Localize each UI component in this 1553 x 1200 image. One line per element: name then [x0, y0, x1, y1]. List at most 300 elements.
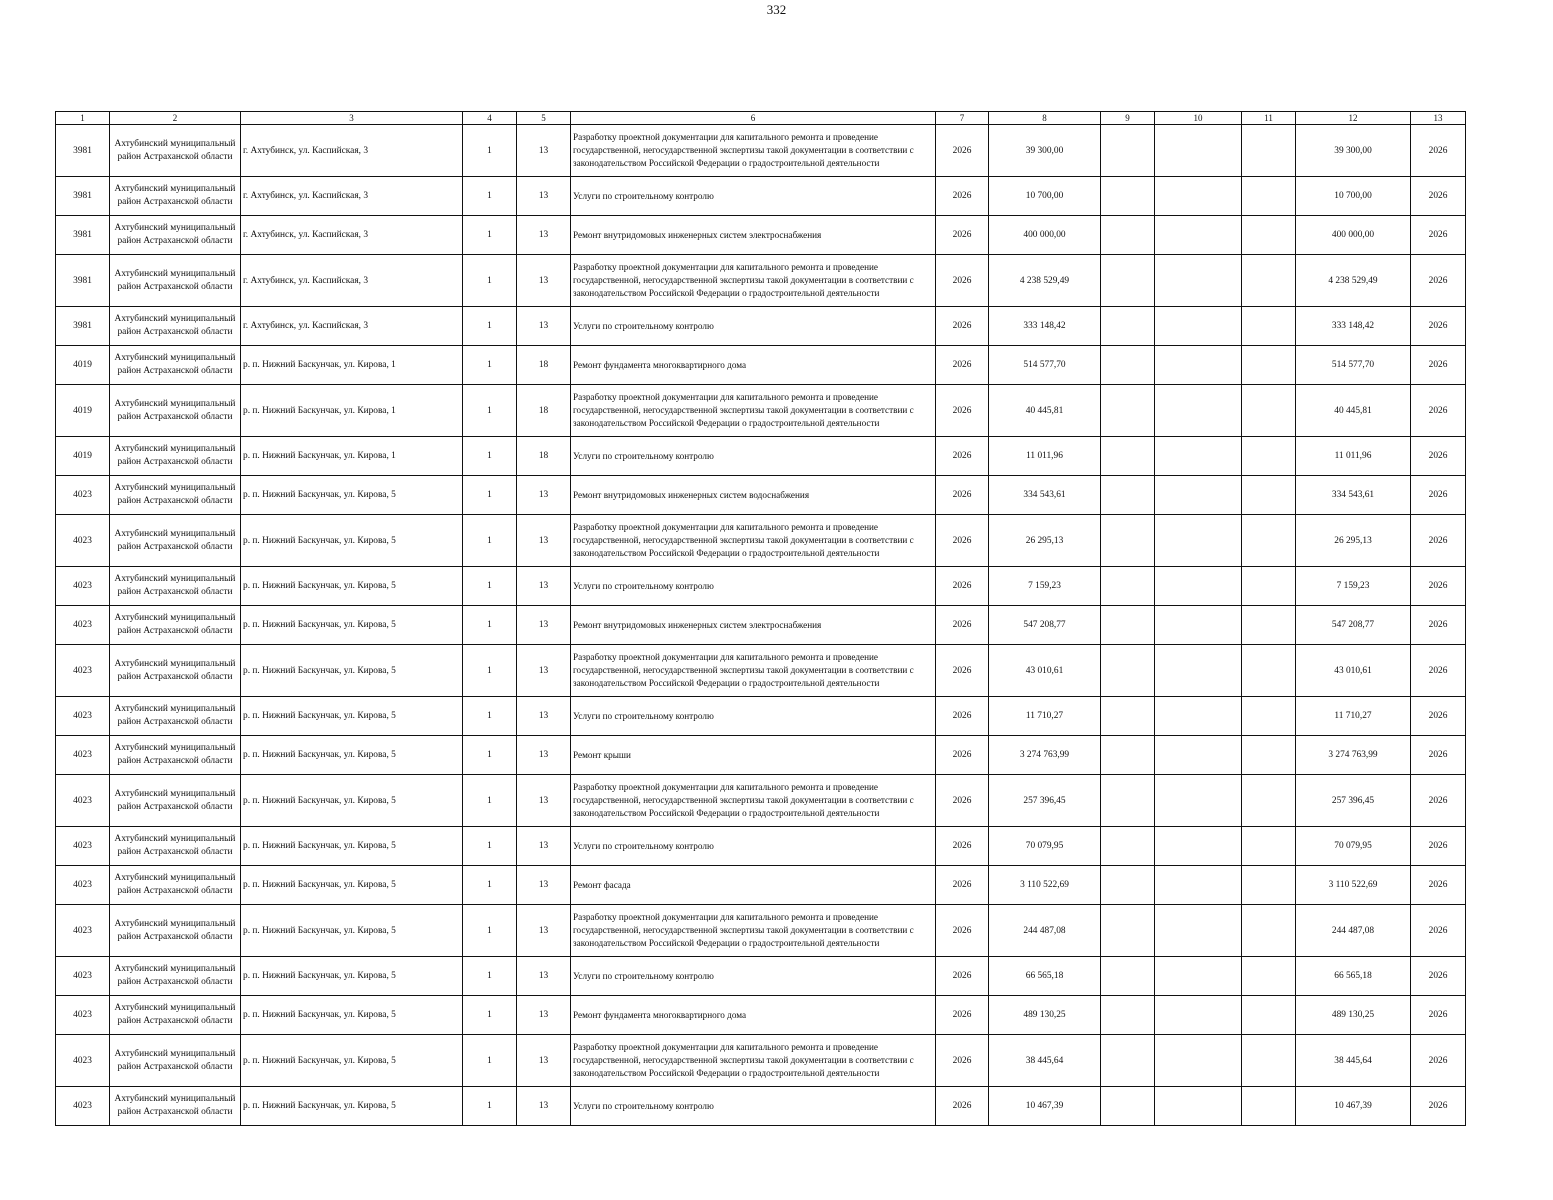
col-11-cell [1242, 736, 1296, 775]
address-cell: р. п. Нижний Баскунчак, ул. Кирова, 1 [241, 346, 463, 385]
year-cell: 2026 [936, 957, 989, 996]
record-id-cell: 4019 [56, 385, 110, 437]
total-cost-cell: 38 445,64 [1296, 1035, 1411, 1087]
col-5-cell: 13 [517, 1087, 571, 1126]
col-5-cell: 13 [517, 515, 571, 567]
cost-cell: 70 079,95 [989, 827, 1101, 866]
col-4-cell: 1 [463, 437, 517, 476]
record-id-cell: 3981 [56, 307, 110, 346]
address-cell: г. Ахтубинск, ул. Каспийская, 3 [241, 125, 463, 177]
col-10-cell [1155, 866, 1242, 905]
col-9-cell [1101, 866, 1155, 905]
col-4-cell: 1 [463, 476, 517, 515]
col-9-cell [1101, 697, 1155, 736]
cost-cell: 38 445,64 [989, 1035, 1101, 1087]
col-4-cell: 1 [463, 346, 517, 385]
completion-year-cell: 2026 [1411, 515, 1466, 567]
work-type-cell: Услуги по строительному контролю [571, 957, 936, 996]
year-cell: 2026 [936, 1035, 989, 1087]
table-row [56, 957, 1466, 996]
completion-year-cell: 2026 [1411, 216, 1466, 255]
col-5-cell: 13 [517, 177, 571, 216]
work-type-cell: Услуги по строительному контролю [571, 307, 936, 346]
col-4-cell: 1 [463, 996, 517, 1035]
year-cell: 2026 [936, 866, 989, 905]
total-cost-cell: 70 079,95 [1296, 827, 1411, 866]
work-type-cell: Разработку проектной документации для капитального ремонта и проведение государственной, негосударственной экспертизы такой документации в соответствии с законодательством Российской Федерации о градостроительной деятельности [571, 645, 936, 697]
municipality-cell: Ахтубинский муниципальный район Астраханской области [110, 216, 241, 255]
record-id-cell: 3981 [56, 216, 110, 255]
cost-cell: 43 010,61 [989, 645, 1101, 697]
column-header-13: 13 [1411, 112, 1466, 125]
col-4-cell: 1 [463, 645, 517, 697]
col-11-cell [1242, 827, 1296, 866]
municipality-cell: Ахтубинский муниципальный район Астраханской области [110, 697, 241, 736]
record-id-cell: 4023 [56, 866, 110, 905]
col-9-cell [1101, 307, 1155, 346]
col-4-cell: 1 [463, 736, 517, 775]
col-5-cell: 13 [517, 827, 571, 866]
work-type-cell: Разработку проектной документации для капитального ремонта и проведение государственной, негосударственной экспертизы такой документации в соответствии с законодательством Российской Федерации о градостроительной деятельности [571, 255, 936, 307]
col-5-cell: 18 [517, 385, 571, 437]
table-row [56, 385, 1466, 437]
address-cell: р. п. Нижний Баскунчак, ул. Кирова, 5 [241, 1087, 463, 1126]
total-cost-cell: 10 467,39 [1296, 1087, 1411, 1126]
col-11-cell [1242, 216, 1296, 255]
record-id-cell: 4023 [56, 775, 110, 827]
col-11-cell [1242, 996, 1296, 1035]
table-row [56, 827, 1466, 866]
col-5-cell: 13 [517, 866, 571, 905]
table-row [56, 307, 1466, 346]
work-type-cell: Услуги по строительному контролю [571, 437, 936, 476]
col-11-cell [1242, 255, 1296, 307]
cost-cell: 333 148,42 [989, 307, 1101, 346]
col-5-cell: 18 [517, 437, 571, 476]
year-cell: 2026 [936, 996, 989, 1035]
table-row [56, 606, 1466, 645]
work-type-cell: Ремонт фасада [571, 866, 936, 905]
col-5-cell: 13 [517, 1035, 571, 1087]
col-11-cell [1242, 125, 1296, 177]
completion-year-cell: 2026 [1411, 177, 1466, 216]
completion-year-cell: 2026 [1411, 346, 1466, 385]
municipality-cell: Ахтубинский муниципальный район Астраханской области [110, 307, 241, 346]
col-10-cell [1155, 385, 1242, 437]
total-cost-cell: 66 565,18 [1296, 957, 1411, 996]
col-5-cell: 13 [517, 125, 571, 177]
col-9-cell [1101, 606, 1155, 645]
total-cost-cell: 333 148,42 [1296, 307, 1411, 346]
col-9-cell [1101, 346, 1155, 385]
col-9-cell [1101, 177, 1155, 216]
record-id-cell: 4023 [56, 567, 110, 606]
col-10-cell [1155, 125, 1242, 177]
col-4-cell: 1 [463, 606, 517, 645]
table-row [56, 775, 1466, 827]
col-4-cell: 1 [463, 125, 517, 177]
completion-year-cell: 2026 [1411, 1087, 1466, 1126]
col-11-cell [1242, 957, 1296, 996]
column-header-10: 10 [1155, 112, 1242, 125]
col-9-cell [1101, 736, 1155, 775]
cost-cell: 3 110 522,69 [989, 866, 1101, 905]
col-11-cell [1242, 775, 1296, 827]
record-id-cell: 4023 [56, 996, 110, 1035]
completion-year-cell: 2026 [1411, 125, 1466, 177]
address-cell: р. п. Нижний Баскунчак, ул. Кирова, 1 [241, 437, 463, 476]
col-11-cell [1242, 437, 1296, 476]
work-type-cell: Ремонт фундамента многоквартирного дома [571, 346, 936, 385]
address-cell: р. п. Нижний Баскунчак, ул. Кирова, 5 [241, 736, 463, 775]
col-9-cell [1101, 515, 1155, 567]
col-5-cell: 13 [517, 697, 571, 736]
municipality-cell: Ахтубинский муниципальный район Астраханской области [110, 515, 241, 567]
col-10-cell [1155, 437, 1242, 476]
total-cost-cell: 489 130,25 [1296, 996, 1411, 1035]
record-id-cell: 3981 [56, 255, 110, 307]
municipality-cell: Ахтубинский муниципальный район Астраханской области [110, 606, 241, 645]
col-4-cell: 1 [463, 515, 517, 567]
municipality-cell: Ахтубинский муниципальный район Астраханской области [110, 385, 241, 437]
col-9-cell [1101, 255, 1155, 307]
address-cell: г. Ахтубинск, ул. Каспийская, 3 [241, 216, 463, 255]
col-9-cell [1101, 125, 1155, 177]
total-cost-cell: 26 295,13 [1296, 515, 1411, 567]
col-5-cell: 13 [517, 476, 571, 515]
year-cell: 2026 [936, 216, 989, 255]
work-type-cell: Услуги по строительному контролю [571, 827, 936, 866]
col-4-cell: 1 [463, 697, 517, 736]
col-4-cell: 1 [463, 216, 517, 255]
column-header-8: 8 [989, 112, 1101, 125]
address-cell: р. п. Нижний Баскунчак, ул. Кирова, 5 [241, 515, 463, 567]
address-cell: р. п. Нижний Баскунчак, ул. Кирова, 5 [241, 697, 463, 736]
year-cell: 2026 [936, 307, 989, 346]
completion-year-cell: 2026 [1411, 307, 1466, 346]
column-header-9: 9 [1101, 112, 1155, 125]
column-header-7: 7 [936, 112, 989, 125]
col-5-cell: 13 [517, 905, 571, 957]
col-4-cell: 1 [463, 775, 517, 827]
work-type-cell: Ремонт крыши [571, 736, 936, 775]
total-cost-cell: 11 710,27 [1296, 697, 1411, 736]
address-cell: р. п. Нижний Баскунчак, ул. Кирова, 5 [241, 645, 463, 697]
col-9-cell [1101, 437, 1155, 476]
cost-cell: 40 445,81 [989, 385, 1101, 437]
completion-year-cell: 2026 [1411, 1035, 1466, 1087]
table-row [56, 645, 1466, 697]
col-10-cell [1155, 996, 1242, 1035]
year-cell: 2026 [936, 645, 989, 697]
col-10-cell [1155, 177, 1242, 216]
col-4-cell: 1 [463, 827, 517, 866]
municipality-cell: Ахтубинский муниципальный район Астраханской области [110, 567, 241, 606]
municipality-cell: Ахтубинский муниципальный район Астраханской области [110, 736, 241, 775]
col-10-cell [1155, 307, 1242, 346]
col-11-cell [1242, 567, 1296, 606]
municipality-cell: Ахтубинский муниципальный район Астраханской области [110, 827, 241, 866]
year-cell: 2026 [936, 775, 989, 827]
address-cell: р. п. Нижний Баскунчак, ул. Кирова, 5 [241, 775, 463, 827]
col-10-cell [1155, 255, 1242, 307]
completion-year-cell: 2026 [1411, 905, 1466, 957]
municipality-cell: Ахтубинский муниципальный район Астраханской области [110, 476, 241, 515]
work-type-cell: Разработку проектной документации для капитального ремонта и проведение государственной, негосударственной экспертизы такой документации в соответствии с законодательством Российской Федерации о градостроительной деятельности [571, 385, 936, 437]
table-row [56, 515, 1466, 567]
col-11-cell [1242, 866, 1296, 905]
col-10-cell [1155, 515, 1242, 567]
work-type-cell: Ремонт фундамента многоквартирного дома [571, 996, 936, 1035]
year-cell: 2026 [936, 255, 989, 307]
completion-year-cell: 2026 [1411, 385, 1466, 437]
year-cell: 2026 [936, 905, 989, 957]
col-4-cell: 1 [463, 957, 517, 996]
year-cell: 2026 [936, 177, 989, 216]
col-4-cell: 1 [463, 1035, 517, 1087]
completion-year-cell: 2026 [1411, 775, 1466, 827]
table-row [56, 697, 1466, 736]
work-type-cell: Ремонт внутридомовых инженерных систем электроснабжения [571, 216, 936, 255]
col-5-cell: 13 [517, 567, 571, 606]
cost-cell: 10 700,00 [989, 177, 1101, 216]
col-5-cell: 13 [517, 255, 571, 307]
address-cell: р. п. Нижний Баскунчак, ул. Кирова, 5 [241, 606, 463, 645]
work-type-cell: Разработку проектной документации для капитального ремонта и проведение государственной, негосударственной экспертизы такой документации в соответствии с законодательством Российской Федерации о градостроительной деятельности [571, 515, 936, 567]
column-header-3: 3 [241, 112, 463, 125]
cost-cell: 10 467,39 [989, 1087, 1101, 1126]
year-cell: 2026 [936, 125, 989, 177]
total-cost-cell: 39 300,00 [1296, 125, 1411, 177]
col-11-cell [1242, 905, 1296, 957]
year-cell: 2026 [936, 697, 989, 736]
municipality-cell: Ахтубинский муниципальный район Астраханской области [110, 996, 241, 1035]
municipality-cell: Ахтубинский муниципальный район Астраханской области [110, 437, 241, 476]
col-5-cell: 13 [517, 645, 571, 697]
cost-cell: 7 159,23 [989, 567, 1101, 606]
table-row [56, 476, 1466, 515]
col-5-cell: 13 [517, 736, 571, 775]
record-id-cell: 4019 [56, 346, 110, 385]
record-id-cell: 4023 [56, 827, 110, 866]
col-4-cell: 1 [463, 177, 517, 216]
municipality-cell: Ахтубинский муниципальный район Астраханской области [110, 177, 241, 216]
address-cell: р. п. Нижний Баскунчак, ул. Кирова, 5 [241, 957, 463, 996]
work-type-cell: Разработку проектной документации для капитального ремонта и проведение государственной, негосударственной экспертизы такой документации в соответствии с законодательством Российской Федерации о градостроительной деятельности [571, 775, 936, 827]
completion-year-cell: 2026 [1411, 736, 1466, 775]
completion-year-cell: 2026 [1411, 866, 1466, 905]
total-cost-cell: 400 000,00 [1296, 216, 1411, 255]
cost-cell: 39 300,00 [989, 125, 1101, 177]
year-cell: 2026 [936, 385, 989, 437]
col-9-cell [1101, 957, 1155, 996]
record-id-cell: 4023 [56, 957, 110, 996]
col-11-cell [1242, 476, 1296, 515]
work-type-cell: Ремонт внутридомовых инженерных систем электроснабжения [571, 606, 936, 645]
municipality-cell: Ахтубинский муниципальный район Астраханской области [110, 255, 241, 307]
record-id-cell: 4023 [56, 645, 110, 697]
completion-year-cell: 2026 [1411, 476, 1466, 515]
col-10-cell [1155, 1087, 1242, 1126]
completion-year-cell: 2026 [1411, 645, 1466, 697]
total-cost-cell: 3 274 763,99 [1296, 736, 1411, 775]
cost-cell: 244 487,08 [989, 905, 1101, 957]
total-cost-cell: 257 396,45 [1296, 775, 1411, 827]
table-row [56, 905, 1466, 957]
col-9-cell [1101, 775, 1155, 827]
cost-cell: 547 208,77 [989, 606, 1101, 645]
address-cell: г. Ахтубинск, ул. Каспийская, 3 [241, 177, 463, 216]
total-cost-cell: 334 543,61 [1296, 476, 1411, 515]
year-cell: 2026 [936, 567, 989, 606]
total-cost-cell: 3 110 522,69 [1296, 866, 1411, 905]
col-4-cell: 1 [463, 567, 517, 606]
column-header-6: 6 [571, 112, 936, 125]
col-11-cell [1242, 1087, 1296, 1126]
col-9-cell [1101, 827, 1155, 866]
col-11-cell [1242, 515, 1296, 567]
col-4-cell: 1 [463, 1087, 517, 1126]
total-cost-cell: 43 010,61 [1296, 645, 1411, 697]
col-4-cell: 1 [463, 385, 517, 437]
address-cell: р. п. Нижний Баскунчак, ул. Кирова, 5 [241, 905, 463, 957]
year-cell: 2026 [936, 1087, 989, 1126]
col-5-cell: 13 [517, 216, 571, 255]
work-type-cell: Услуги по строительному контролю [571, 177, 936, 216]
completion-year-cell: 2026 [1411, 437, 1466, 476]
table-row [56, 255, 1466, 307]
col-10-cell [1155, 606, 1242, 645]
work-type-cell: Разработку проектной документации для капитального ремонта и проведение государственной, негосударственной экспертизы такой документации в соответствии с законодательством Российской Федерации о градостроительной деятельности [571, 125, 936, 177]
record-id-cell: 4023 [56, 905, 110, 957]
table-row [56, 177, 1466, 216]
work-type-cell: Услуги по строительному контролю [571, 1087, 936, 1126]
col-11-cell [1242, 385, 1296, 437]
col-5-cell: 18 [517, 346, 571, 385]
completion-year-cell: 2026 [1411, 606, 1466, 645]
table-row [56, 866, 1466, 905]
column-header-1: 1 [56, 112, 110, 125]
col-5-cell: 13 [517, 957, 571, 996]
municipality-cell: Ахтубинский муниципальный район Астраханской области [110, 645, 241, 697]
total-cost-cell: 547 208,77 [1296, 606, 1411, 645]
col-9-cell [1101, 905, 1155, 957]
record-id-cell: 3981 [56, 125, 110, 177]
year-cell: 2026 [936, 736, 989, 775]
address-cell: р. п. Нижний Баскунчак, ул. Кирова, 5 [241, 476, 463, 515]
record-id-cell: 4019 [56, 437, 110, 476]
municipality-cell: Ахтубинский муниципальный район Астраханской области [110, 866, 241, 905]
cost-cell: 257 396,45 [989, 775, 1101, 827]
page-number: 332 [766, 2, 787, 17]
col-9-cell [1101, 996, 1155, 1035]
table-row [56, 996, 1466, 1035]
cost-cell: 489 130,25 [989, 996, 1101, 1035]
col-5-cell: 13 [517, 775, 571, 827]
cost-cell: 26 295,13 [989, 515, 1101, 567]
work-type-cell: Ремонт внутридомовых инженерных систем водоснабжения [571, 476, 936, 515]
column-header-12: 12 [1296, 112, 1411, 125]
municipality-cell: Ахтубинский муниципальный район Астраханской области [110, 346, 241, 385]
total-cost-cell: 7 159,23 [1296, 567, 1411, 606]
column-number-row [56, 112, 1466, 125]
table-row [56, 437, 1466, 476]
col-5-cell: 13 [517, 606, 571, 645]
col-4-cell: 1 [463, 866, 517, 905]
col-10-cell [1155, 216, 1242, 255]
col-10-cell [1155, 957, 1242, 996]
record-id-cell: 4023 [56, 697, 110, 736]
table-row [56, 216, 1466, 255]
col-10-cell [1155, 736, 1242, 775]
address-cell: г. Ахтубинск, ул. Каспийская, 3 [241, 255, 463, 307]
total-cost-cell: 4 238 529,49 [1296, 255, 1411, 307]
table-row [56, 346, 1466, 385]
record-id-cell: 4023 [56, 1087, 110, 1126]
col-11-cell [1242, 307, 1296, 346]
address-cell: р. п. Нижний Баскунчак, ул. Кирова, 5 [241, 827, 463, 866]
cost-cell: 3 274 763,99 [989, 736, 1101, 775]
address-cell: р. п. Нижний Баскунчак, ул. Кирова, 5 [241, 1035, 463, 1087]
cost-cell: 400 000,00 [989, 216, 1101, 255]
column-header-4: 4 [463, 112, 517, 125]
cost-cell: 334 543,61 [989, 476, 1101, 515]
column-header-11: 11 [1242, 112, 1296, 125]
table-row [56, 125, 1466, 177]
record-id-cell: 4023 [56, 1035, 110, 1087]
col-9-cell [1101, 1035, 1155, 1087]
record-id-cell: 4023 [56, 515, 110, 567]
col-11-cell [1242, 606, 1296, 645]
col-11-cell [1242, 177, 1296, 216]
col-9-cell [1101, 216, 1155, 255]
total-cost-cell: 40 445,81 [1296, 385, 1411, 437]
table-row [56, 1035, 1466, 1087]
table-row [56, 736, 1466, 775]
col-10-cell [1155, 346, 1242, 385]
municipality-cell: Ахтубинский муниципальный район Астраханской области [110, 957, 241, 996]
col-10-cell [1155, 476, 1242, 515]
col-10-cell [1155, 775, 1242, 827]
table-row [56, 567, 1466, 606]
work-type-cell: Услуги по строительному контролю [571, 697, 936, 736]
col-9-cell [1101, 1087, 1155, 1126]
record-id-cell: 4023 [56, 476, 110, 515]
col-5-cell: 13 [517, 996, 571, 1035]
total-cost-cell: 244 487,08 [1296, 905, 1411, 957]
column-header-2: 2 [110, 112, 241, 125]
year-cell: 2026 [936, 437, 989, 476]
col-10-cell [1155, 827, 1242, 866]
col-11-cell [1242, 346, 1296, 385]
municipality-cell: Ахтубинский муниципальный район Астраханской области [110, 1087, 241, 1126]
municipality-cell: Ахтубинский муниципальный район Астраханской области [110, 905, 241, 957]
municipality-cell: Ахтубинский муниципальный район Астраханской области [110, 125, 241, 177]
work-type-cell: Разработку проектной документации для капитального ремонта и проведение государственной, негосударственной экспертизы такой документации в соответствии с законодательством Российской Федерации о градостроительной деятельности [571, 905, 936, 957]
municipality-cell: Ахтубинский муниципальный район Астраханской области [110, 1035, 241, 1087]
col-9-cell [1101, 476, 1155, 515]
record-id-cell: 4023 [56, 606, 110, 645]
year-cell: 2026 [936, 515, 989, 567]
year-cell: 2026 [936, 606, 989, 645]
cost-cell: 66 565,18 [989, 957, 1101, 996]
column-header-5: 5 [517, 112, 571, 125]
address-cell: р. п. Нижний Баскунчак, ул. Кирова, 1 [241, 385, 463, 437]
col-10-cell [1155, 645, 1242, 697]
work-type-cell: Разработку проектной документации для капитального ремонта и проведение государственной, негосударственной экспертизы такой документации в соответствии с законодательством Российской Федерации о градостроительной деятельности [571, 1035, 936, 1087]
completion-year-cell: 2026 [1411, 827, 1466, 866]
col-9-cell [1101, 645, 1155, 697]
